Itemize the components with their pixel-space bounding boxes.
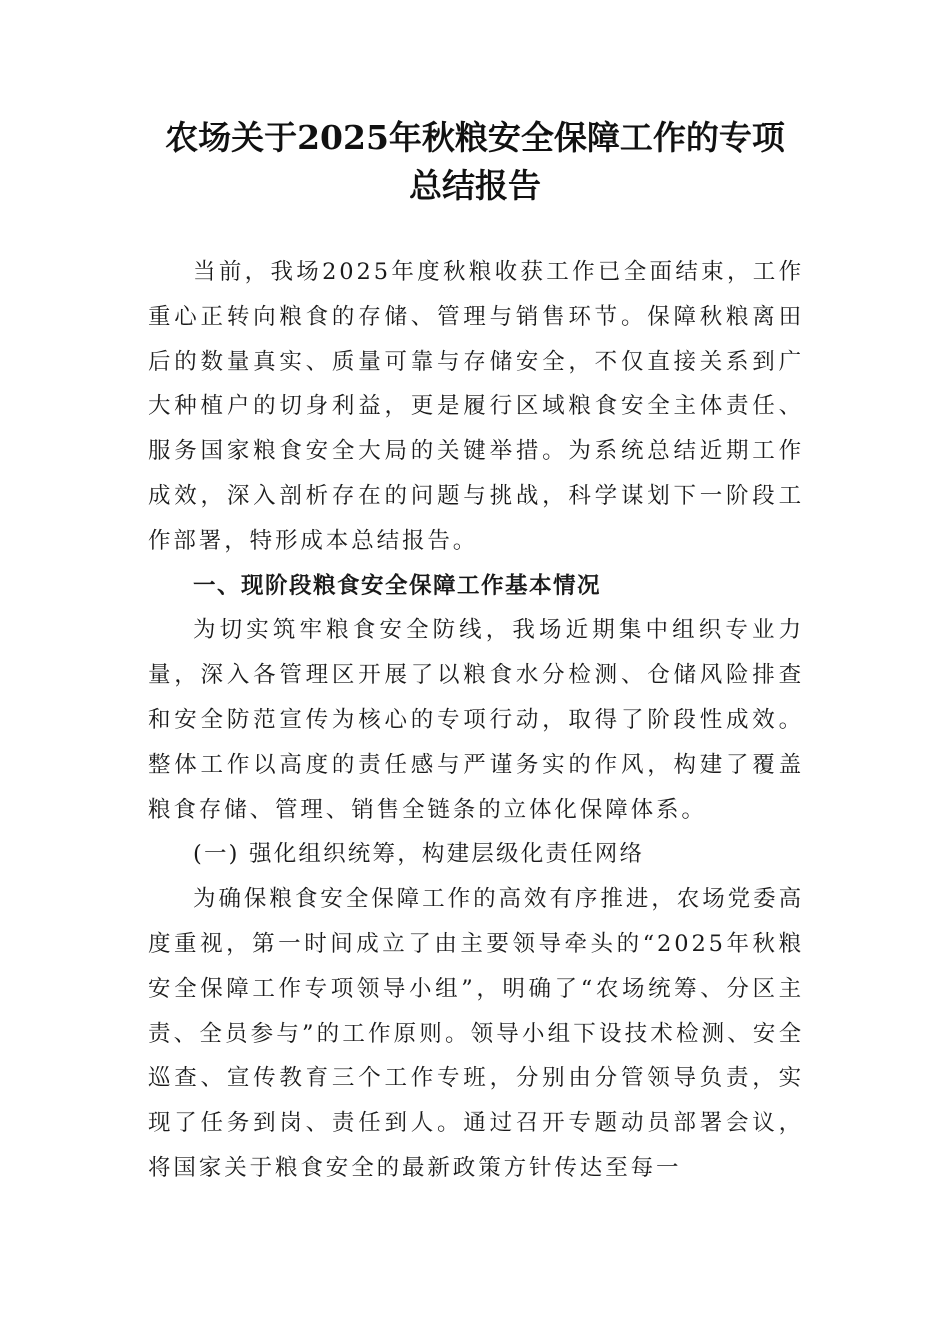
title-line-2: 总结报告	[409, 166, 541, 205]
section-heading-1: 一、现阶段粮食安全保障工作基本情况	[193, 572, 602, 599]
section-1-paragraph: 为切实筑牢粮食安全防线，我场近期集中组织专业力量，深入各管理区开展了以粮食水分检测、仓储风险排查和安全防范宣传为核心的专项行动，取得了阶段性成效。整体工作以高度的责任感与严谨务实的作风，构建了覆盖粮食存储、管理、销售全链条的立体化保障体系。	[148, 617, 804, 823]
intro-paragraph: 当前，我场2025年度秋粮收获工作已全面结束，工作重心正转向粮食的存储、管理与销售环节。保障秋粮离田后的数量真实、质量可靠与存储安全，不仅直接关系到广大种植户的切身利益，更是履行区域粮食安全主体责任、服务国家粮食安全大局的关键举措。为系统总结近期工作成效，深入剖析存在的问题与挑战，科学谋划下一阶段工作部署，特形成本总结报告。	[148, 259, 804, 554]
document-title	[140, 114, 810, 210]
document-body	[148, 250, 804, 1191]
subsection-heading-1: (一) 强化组织统筹，构建层级化责任网络	[193, 841, 645, 868]
subsection-1-paragraph: 为确保粮食安全保障工作的高效有序推进，农场党委高度重视，第一时间成立了由主要领导牵头的“2025年秋粮安全保障工作专项领导小组”，明确了“农场统筹、分区主责、全员参与”的工作原则。领导小组下设技术检测、安全巡查、宣传教育三个工作专班，分别由分管领导负责，实现了任务到岗、责任到人。通过召开专题动员部署会议，将国家关于粮食安全的最新政策方针传达至每一	[148, 886, 804, 1181]
title-line-1: 农场关于2025年秋粮安全保障工作的专项	[165, 118, 785, 157]
